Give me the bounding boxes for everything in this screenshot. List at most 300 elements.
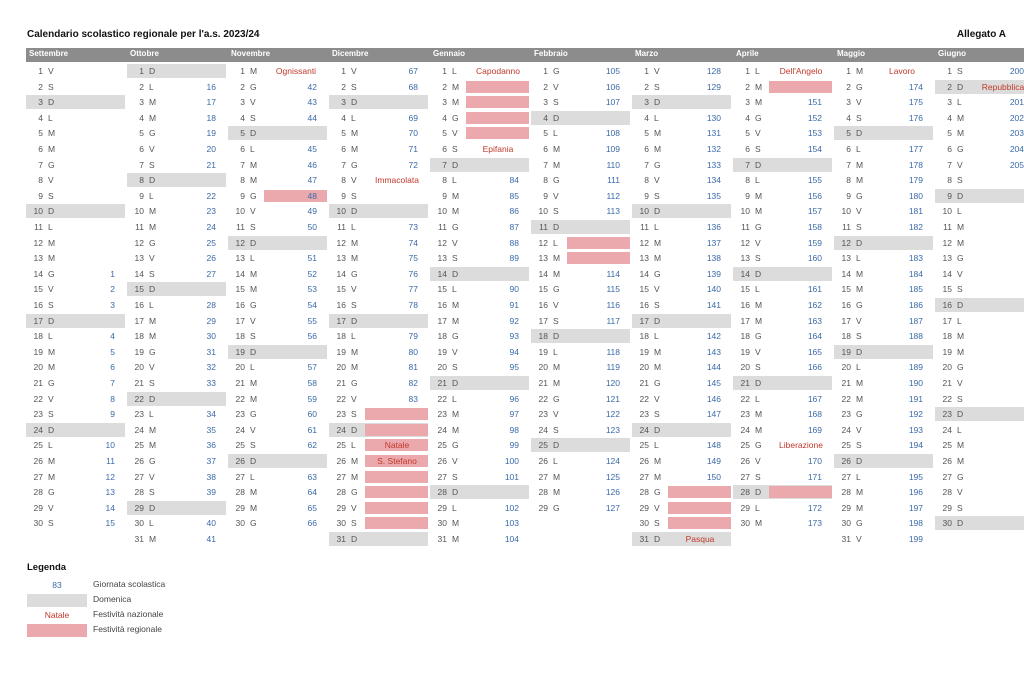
school-day-count: 199 — [908, 534, 923, 544]
day-letter: V — [654, 284, 660, 295]
day-cell — [228, 423, 327, 437]
day-letter: S — [856, 112, 862, 123]
day-cell — [834, 158, 933, 172]
school-day-count: 65 — [307, 502, 317, 513]
day-letter: D — [351, 97, 358, 108]
day-number: 23 — [942, 409, 952, 420]
day-cell — [430, 329, 529, 343]
day-cell — [127, 95, 226, 109]
day-letter: M — [452, 97, 460, 108]
day-number: 1 — [38, 66, 43, 76]
day-number: 13 — [740, 253, 750, 264]
legend-title: Legenda — [27, 562, 67, 573]
day-number: 8 — [543, 175, 548, 186]
day-letter: D — [856, 456, 863, 466]
school-day-count: 78 — [408, 300, 418, 310]
school-day-count: 133 — [706, 159, 721, 170]
day-number: 6 — [745, 144, 750, 154]
day-number: 4 — [139, 112, 144, 123]
day-cell — [531, 80, 630, 94]
school-day-count: 181 — [908, 206, 923, 217]
school-day-count: 97 — [509, 409, 519, 420]
day-number: 23 — [538, 409, 548, 420]
day-cell — [430, 220, 529, 234]
day-number: 2 — [442, 81, 447, 92]
day-letter: V — [957, 378, 963, 388]
month-name: Novembre — [231, 49, 271, 58]
legend-sunday-label: Domenica — [93, 594, 132, 604]
day-number: 7 — [947, 159, 952, 170]
day-letter: L — [654, 222, 659, 232]
day-letter: M — [654, 471, 662, 482]
day-letter: M — [957, 237, 965, 248]
day-number: 21 — [942, 378, 952, 388]
school-day-count: 43 — [307, 97, 317, 108]
day-number: 10 — [235, 206, 245, 217]
day-letter: V — [351, 393, 357, 404]
day-letter: M — [553, 253, 561, 264]
day-number: 8 — [139, 175, 144, 186]
regional-holiday-block — [567, 252, 630, 264]
day-cell — [228, 126, 327, 140]
day-cell — [228, 329, 327, 343]
day-letter: L — [250, 362, 255, 373]
day-cell — [531, 470, 630, 484]
day-letter: M — [149, 534, 157, 544]
school-day-count: 137 — [706, 237, 721, 248]
school-day-count: 115 — [606, 284, 620, 295]
day-letter: V — [856, 97, 862, 108]
day-number: 12 — [538, 237, 548, 248]
day-number: 22 — [639, 393, 649, 404]
day-number: 8 — [442, 175, 447, 186]
day-number: 30 — [942, 518, 952, 529]
day-letter: G — [553, 502, 560, 513]
day-letter: D — [452, 159, 459, 170]
day-number: 29 — [538, 502, 548, 513]
school-day-count: 5 — [110, 346, 115, 357]
day-letter: G — [654, 378, 661, 388]
annex-label: Allegato A — [956, 29, 1006, 40]
day-number: 13 — [437, 253, 447, 264]
day-cell — [127, 345, 226, 359]
day-cell — [733, 173, 832, 187]
day-cell — [733, 220, 832, 234]
school-day-count: 50 — [307, 222, 317, 232]
day-number: 18 — [437, 331, 447, 342]
day-number: 24 — [235, 424, 245, 435]
school-day-count: 154 — [807, 144, 822, 154]
school-day-count: 157 — [807, 206, 822, 217]
day-number: 1 — [240, 66, 245, 76]
day-cell — [127, 501, 226, 515]
school-day-count: 31 — [206, 346, 216, 357]
day-letter: L — [149, 81, 154, 92]
school-day-count: 80 — [408, 346, 418, 357]
day-cell — [127, 485, 226, 499]
day-number: 26 — [235, 456, 245, 466]
day-cell — [430, 314, 529, 328]
holiday-name: Dell'Angelo — [779, 66, 823, 76]
day-cell — [834, 142, 933, 156]
regional-holiday-block — [466, 127, 529, 139]
month-header — [329, 48, 430, 62]
day-letter: M — [957, 331, 965, 342]
day-letter: V — [48, 66, 54, 76]
day-letter: D — [553, 331, 560, 342]
day-number: 26 — [33, 456, 43, 466]
school-day-count: 4 — [110, 331, 115, 342]
day-cell — [733, 501, 832, 515]
day-number: 14 — [841, 268, 851, 279]
day-letter: M — [654, 128, 662, 139]
day-cell — [733, 392, 832, 406]
day-letter: D — [957, 518, 964, 529]
day-number: 25 — [639, 440, 649, 451]
school-day-count: 117 — [606, 315, 620, 326]
day-letter: G — [957, 471, 964, 482]
day-letter: M — [48, 237, 56, 248]
day-number: 3 — [341, 97, 346, 108]
day-number: 27 — [437, 471, 447, 482]
day-number: 4 — [442, 112, 447, 123]
day-letter: M — [957, 128, 965, 139]
day-cell — [733, 251, 832, 265]
day-cell — [834, 516, 933, 530]
day-cell — [228, 64, 327, 78]
day-cell — [228, 516, 327, 530]
day-cell — [531, 376, 630, 390]
day-cell — [531, 64, 630, 78]
day-letter: M — [149, 331, 157, 342]
day-cell — [26, 220, 125, 234]
day-letter: V — [351, 66, 357, 76]
day-cell — [127, 298, 226, 312]
school-day-count: 82 — [408, 378, 418, 388]
day-cell — [329, 158, 428, 172]
day-number: 3 — [139, 97, 144, 108]
day-letter: M — [250, 502, 258, 513]
day-letter: S — [654, 518, 660, 529]
day-letter: D — [553, 112, 560, 123]
regional-holiday-block — [264, 190, 327, 202]
day-cell — [531, 314, 630, 328]
school-day-count: 48 — [307, 190, 317, 201]
day-cell — [531, 189, 630, 203]
school-day-count: 159 — [807, 237, 822, 248]
school-day-count: 11 — [106, 456, 115, 466]
day-number: 16 — [639, 300, 649, 310]
school-day-count: 121 — [605, 393, 620, 404]
day-number: 3 — [38, 97, 43, 108]
day-cell — [531, 267, 630, 281]
day-letter: V — [553, 300, 559, 310]
school-day-count: 178 — [908, 159, 923, 170]
day-letter: V — [856, 424, 862, 435]
day-letter: V — [856, 534, 862, 544]
day-number: 9 — [543, 190, 548, 201]
day-cell — [329, 64, 428, 78]
school-day-count: 26 — [206, 253, 216, 264]
school-day-count: 37 — [206, 456, 216, 466]
day-letter: L — [957, 424, 962, 435]
day-number: 9 — [745, 190, 750, 201]
day-number: 11 — [236, 222, 245, 232]
day-number: 6 — [846, 144, 851, 154]
day-number: 9 — [442, 190, 447, 201]
day-letter: L — [149, 409, 154, 420]
day-number: 8 — [38, 175, 43, 186]
day-cell — [733, 64, 832, 78]
school-day-count: 156 — [807, 190, 822, 201]
day-number: 24 — [841, 424, 851, 435]
school-day-count: 59 — [307, 393, 317, 404]
day-number: 21 — [336, 378, 346, 388]
school-day-count: 113 — [606, 206, 620, 217]
day-letter: L — [654, 331, 659, 342]
day-letter: G — [654, 268, 661, 279]
school-day-count: 143 — [706, 346, 721, 357]
month-name: Maggio — [837, 49, 865, 58]
day-number: 23 — [437, 409, 447, 420]
day-number: 13 — [841, 253, 851, 264]
day-cell — [531, 220, 630, 234]
day-number: 26 — [437, 456, 447, 466]
school-day-count: 150 — [706, 471, 721, 482]
day-cell — [834, 314, 933, 328]
school-day-count: 120 — [605, 378, 620, 388]
day-cell — [935, 516, 1024, 530]
day-number: 5 — [442, 128, 447, 139]
day-number: 25 — [740, 440, 750, 451]
day-letter: M — [755, 206, 763, 217]
school-day-count: 74 — [408, 237, 418, 248]
day-letter: S — [351, 190, 357, 201]
day-cell — [430, 189, 529, 203]
month-name: Aprile — [736, 49, 759, 58]
day-letter: V — [452, 237, 458, 248]
day-number: 28 — [437, 487, 447, 498]
day-number: 14 — [639, 268, 649, 279]
day-number: 2 — [947, 81, 952, 92]
day-number: 12 — [336, 237, 346, 248]
day-number: 13 — [336, 253, 346, 264]
day-letter: M — [351, 346, 359, 357]
day-cell — [228, 111, 327, 125]
day-number: 23 — [336, 409, 346, 420]
holiday-name: S. Stefano — [377, 456, 417, 466]
day-cell — [329, 298, 428, 312]
day-cell — [531, 236, 630, 250]
day-letter: V — [654, 393, 660, 404]
day-cell — [733, 345, 832, 359]
day-cell — [26, 236, 125, 250]
day-cell — [430, 126, 529, 140]
day-cell — [632, 376, 731, 390]
day-number: 12 — [740, 237, 750, 248]
school-day-count: 164 — [807, 331, 822, 342]
school-day-count: 132 — [706, 144, 721, 154]
day-number: 26 — [639, 456, 649, 466]
day-cell — [329, 454, 428, 468]
day-number: 10 — [740, 206, 750, 217]
regional-holiday-block — [567, 237, 630, 249]
school-day-count: 172 — [807, 502, 822, 513]
legend-swatch-regional — [27, 624, 87, 637]
school-day-count: 86 — [509, 206, 519, 217]
day-letter: M — [48, 128, 56, 139]
school-day-count: 47 — [307, 175, 317, 186]
school-day-count: 187 — [908, 315, 923, 326]
day-cell — [127, 470, 226, 484]
school-day-count: 142 — [706, 331, 721, 342]
day-number: 24 — [740, 424, 750, 435]
day-cell — [935, 329, 1024, 343]
day-letter: V — [856, 315, 862, 326]
day-letter: G — [452, 440, 459, 451]
day-cell — [329, 80, 428, 94]
day-letter: D — [250, 456, 257, 466]
day-letter: L — [250, 471, 255, 482]
day-number: 18 — [942, 331, 952, 342]
day-letter: L — [755, 284, 760, 295]
school-day-count: 134 — [706, 175, 721, 186]
day-letter: D — [957, 190, 964, 201]
day-cell — [26, 438, 125, 452]
day-cell — [329, 485, 428, 499]
day-cell — [733, 80, 832, 94]
day-number: 30 — [740, 518, 750, 529]
day-letter: D — [856, 128, 863, 139]
day-letter: L — [351, 112, 356, 123]
day-letter: D — [452, 378, 459, 388]
day-letter: S — [48, 518, 54, 529]
holiday-name: Lavoro — [889, 66, 915, 76]
day-letter: M — [351, 362, 359, 373]
day-cell — [834, 532, 933, 546]
day-number: 21 — [841, 378, 851, 388]
regional-holiday-block — [365, 517, 428, 529]
regional-holiday-block — [466, 96, 529, 108]
school-day-count: 24 — [206, 222, 216, 232]
day-cell — [26, 80, 125, 94]
day-number: 24 — [942, 424, 952, 435]
holiday-name: Pasqua — [685, 534, 715, 544]
day-number: 14 — [336, 268, 346, 279]
school-day-count: 62 — [307, 440, 317, 451]
day-letter: L — [856, 471, 861, 482]
school-day-count: 66 — [307, 518, 317, 529]
day-cell — [834, 392, 933, 406]
school-day-count: 99 — [509, 440, 519, 451]
day-number: 29 — [841, 502, 851, 513]
day-letter: S — [957, 175, 963, 186]
day-number: 22 — [336, 393, 346, 404]
day-letter: S — [149, 487, 155, 498]
day-letter: M — [250, 268, 258, 279]
day-letter: S — [957, 502, 963, 513]
school-day-count: 38 — [206, 471, 216, 482]
day-number: 18 — [336, 331, 346, 342]
day-letter: S — [755, 362, 761, 373]
school-day-count: 28 — [206, 300, 216, 310]
day-cell — [632, 142, 731, 156]
day-letter: V — [351, 502, 357, 513]
day-number: 24 — [437, 424, 447, 435]
day-cell — [632, 64, 731, 78]
day-cell — [26, 516, 125, 530]
day-cell — [329, 220, 428, 234]
day-letter: M — [351, 144, 359, 154]
school-day-count: 135 — [706, 190, 721, 201]
day-letter: G — [856, 409, 863, 420]
day-letter: M — [48, 144, 56, 154]
school-day-count: 122 — [605, 409, 620, 420]
day-cell — [733, 267, 832, 281]
day-cell — [228, 142, 327, 156]
day-number: 14 — [235, 268, 245, 279]
day-cell — [329, 345, 428, 359]
day-cell — [430, 532, 529, 546]
day-letter: M — [553, 362, 561, 373]
day-cell — [430, 204, 529, 218]
school-day-count: 173 — [807, 518, 822, 529]
day-letter: G — [654, 487, 661, 498]
day-letter: D — [452, 487, 459, 498]
day-letter: D — [351, 206, 358, 217]
day-letter: V — [553, 190, 559, 201]
day-cell — [733, 126, 832, 140]
school-day-count: 17 — [206, 97, 216, 108]
day-number: 18 — [740, 331, 750, 342]
school-day-count: 39 — [206, 487, 216, 498]
day-cell — [632, 220, 731, 234]
day-cell — [632, 158, 731, 172]
school-day-count: 114 — [606, 268, 620, 279]
day-cell — [127, 392, 226, 406]
day-number: 30 — [437, 518, 447, 529]
school-day-count: 165 — [807, 346, 822, 357]
day-number: 29 — [336, 502, 346, 513]
day-number: 27 — [942, 471, 952, 482]
school-day-count: 44 — [307, 112, 317, 123]
day-letter: M — [48, 456, 56, 466]
day-number: 7 — [341, 159, 346, 170]
school-day-count: 96 — [509, 393, 519, 404]
day-letter: V — [149, 362, 155, 373]
day-letter: L — [755, 175, 760, 186]
school-day-count: 76 — [408, 268, 418, 279]
day-letter: M — [654, 144, 662, 154]
day-cell — [531, 111, 630, 125]
day-letter: M — [250, 159, 258, 170]
day-number: 30 — [639, 518, 649, 529]
day-letter: M — [654, 237, 662, 248]
day-number: 17 — [538, 315, 548, 326]
school-day-count: 175 — [908, 97, 923, 108]
day-number: 11 — [34, 222, 43, 232]
day-number: 3 — [846, 97, 851, 108]
month-header — [430, 48, 531, 62]
day-number: 10 — [336, 206, 346, 217]
day-number: 9 — [139, 190, 144, 201]
day-cell — [127, 204, 226, 218]
day-number: 8 — [846, 175, 851, 186]
day-number: 20 — [134, 362, 144, 373]
day-letter: M — [250, 175, 258, 186]
day-cell — [733, 407, 832, 421]
day-number: 4 — [947, 112, 952, 123]
